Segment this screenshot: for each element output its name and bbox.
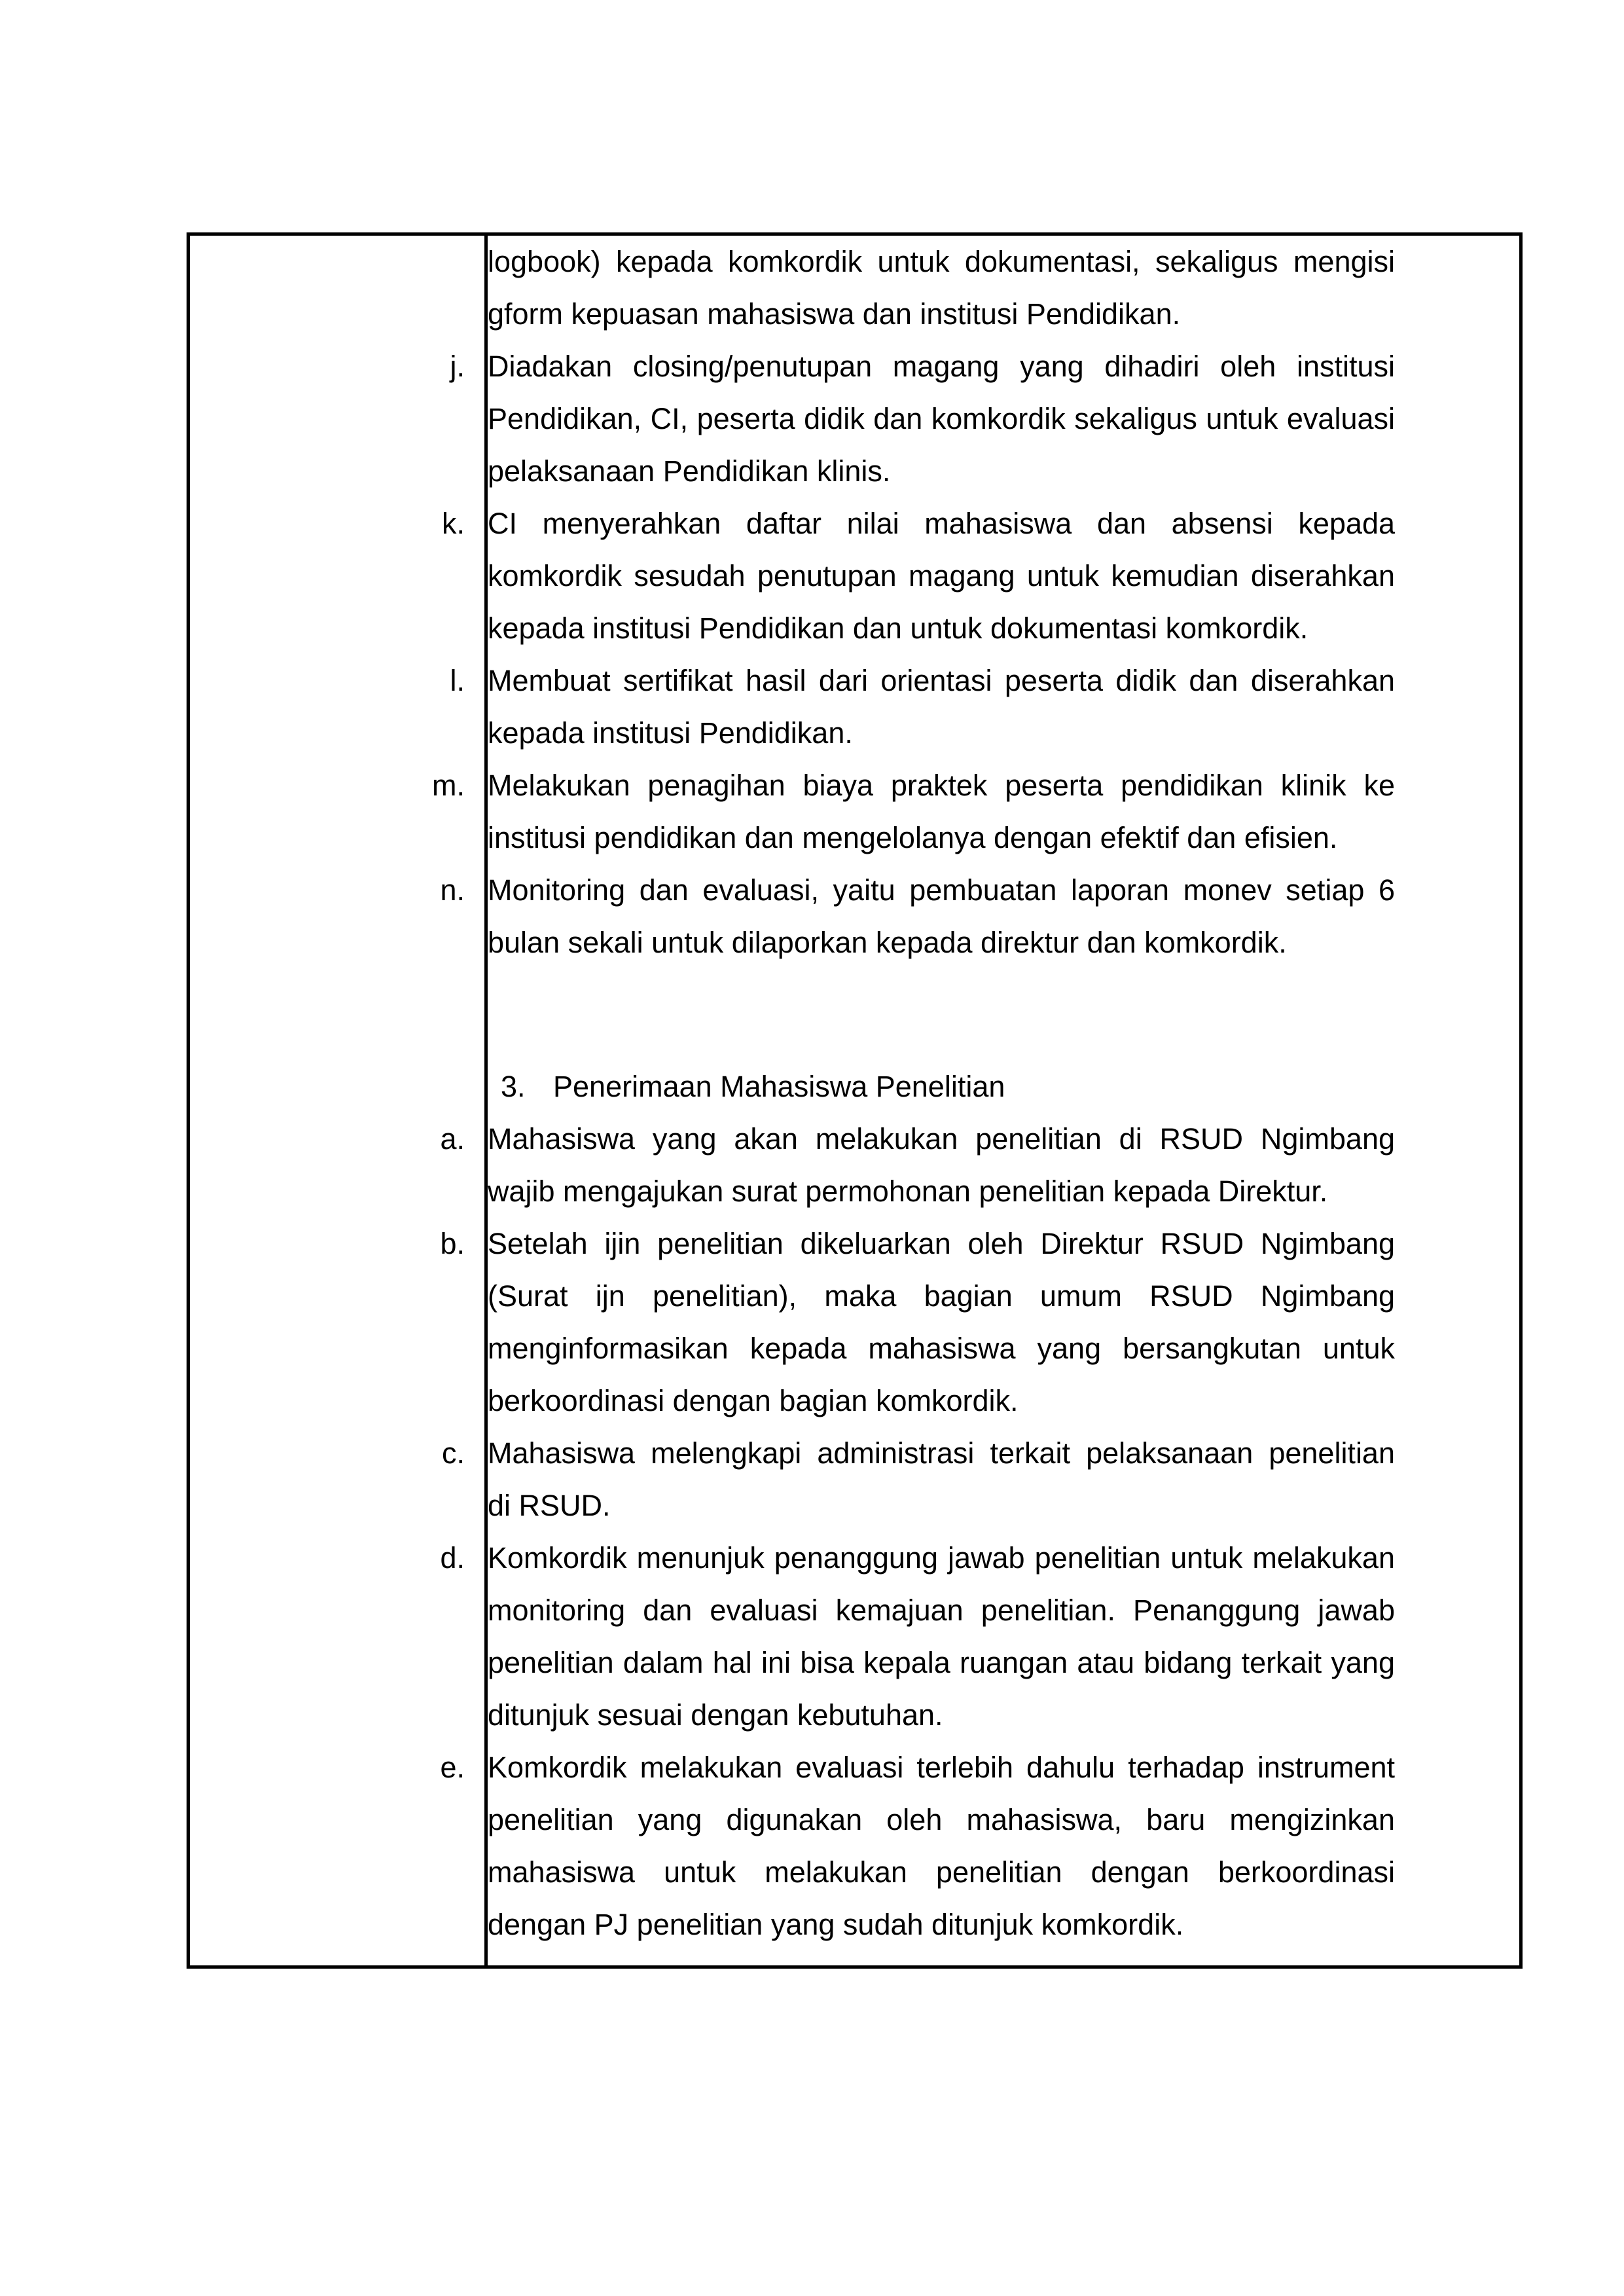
list-item-line: monitoring dan evaluasi kemajuan penelitian. Penanggung jawab	[488, 1594, 1395, 1627]
list-item-line: Diadakan closing/penutupan magang yang dihadiri oleh institusi	[488, 350, 1395, 383]
list-item-line: kepada institusi Pendidikan.	[488, 716, 853, 750]
list-item-line: (Surat ijn penelitian), maka bagian umum RSUD Ngimbang	[488, 1279, 1395, 1313]
section-number: 3.	[501, 1070, 526, 1103]
list-marker-e: e.	[440, 1751, 465, 1784]
procedure-table	[187, 232, 1523, 1969]
list-item-line: Membuat sertifikat hasil dari orientasi peserta didik dan diserahkan	[488, 664, 1395, 697]
list-item-line: mahasiswa untuk melakukan penelitian dengan berkoordinasi	[488, 1855, 1395, 1889]
list-marker-d: d.	[440, 1541, 465, 1575]
list-item-line: bulan sekali untuk dilaporkan kepada direktur dan komkordik.	[488, 926, 1287, 959]
list-marker-b: b.	[440, 1227, 465, 1260]
list-item-line: Mahasiswa yang akan melakukan penelitian di RSUD Ngimbang	[488, 1122, 1395, 1156]
list-marker-l: l.	[450, 664, 465, 697]
list-item-line: pelaksanaan Pendidikan klinis.	[488, 454, 891, 488]
list-item-line: Mahasiswa melengkapi administrasi terkait pelaksanaan penelitian	[488, 1436, 1395, 1470]
list-item-line: Monitoring dan evaluasi, yaitu pembuatan laporan monev setiap 6	[488, 873, 1395, 907]
list-item-line: penelitian yang digunakan oleh mahasiswa, baru mengizinkan	[488, 1803, 1395, 1836]
section-title: Penerimaan Mahasiswa Penelitian	[553, 1070, 1005, 1103]
list-marker-k: k.	[441, 507, 465, 540]
list-item-line: menginformasikan kepada mahasiswa yang bersangkutan untuk	[488, 1332, 1395, 1365]
list-marker-n: n.	[440, 873, 465, 907]
list-item-line: wajib mengajukan surat permohonan penelitian kepada Direktur.	[488, 1175, 1328, 1208]
list-item-line: dengan PJ penelitian yang sudah ditunjuk komkordik.	[488, 1908, 1184, 1941]
list-item-line: berkoordinasi dengan bagian komkordik.	[488, 1384, 1019, 1417]
list-item-line: Komkordik melakukan evaluasi terlebih dahulu terhadap instrument	[488, 1751, 1395, 1784]
list-marker-m: m.	[432, 769, 465, 802]
list-item-line: Setelah ijin penelitian dikeluarkan oleh Direktur RSUD Ngimbang	[488, 1227, 1395, 1260]
list-item-line: Komkordik menunjuk penanggung jawab penelitian untuk melakukan	[488, 1541, 1395, 1575]
continuation-line: logbook) kepada komkordik untuk dokumentasi, sekaligus mengisi	[488, 245, 1395, 278]
list-marker-c: c.	[441, 1436, 465, 1470]
list-item-line: penelitian dalam hal ini bisa kepala ruangan atau bidang terkait yang	[488, 1646, 1395, 1679]
list-item-line: kepada institusi Pendidikan dan untuk dokumentasi komkordik.	[488, 611, 1308, 645]
continuation-line: gform kepuasan mahasiswa dan institusi Pendidikan.	[488, 297, 1181, 331]
list-item-line: Pendidikan, CI, peserta didik dan komkordik sekaligus untuk evaluasi	[488, 402, 1395, 435]
list-item-line: CI menyerahkan daftar nilai mahasiswa dan absensi kepada	[488, 507, 1395, 540]
list-item-line: komkordik sesudah penutupan magang untuk kemudian diserahkan	[488, 559, 1395, 592]
list-item-line: di RSUD.	[488, 1489, 611, 1522]
list-marker-a: a.	[440, 1122, 465, 1156]
list-item-line: ditunjuk sesuai dengan kebutuhan.	[488, 1698, 943, 1732]
list-item-line: Melakukan penagihan biaya praktek peserta pendidikan klinik ke	[488, 769, 1395, 802]
list-item-line: institusi pendidikan dan mengelolanya dengan efektif dan efisien.	[488, 821, 1338, 854]
list-marker-j: j.	[450, 350, 465, 383]
